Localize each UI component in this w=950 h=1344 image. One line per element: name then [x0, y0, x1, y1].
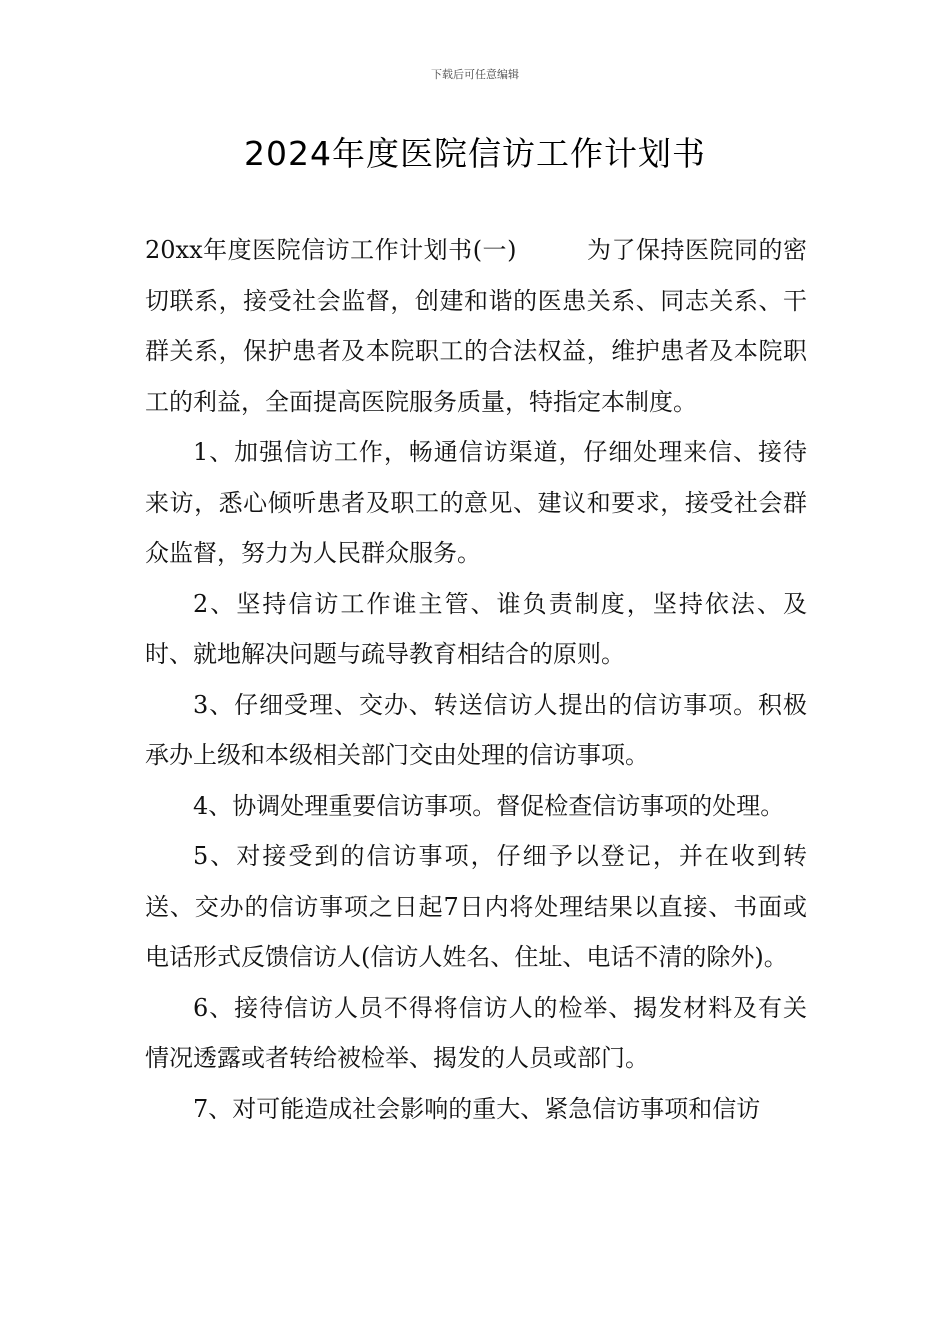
paragraph-3: 3、仔细受理、交办、转送信访人提出的信访事项。积极承办上级和本级相关部门交由处理的信访事项。	[145, 690, 807, 769]
paragraph-5: 5、对接受到的信访事项，仔细予以登记，并在收到转送、交办的信访事项之日起7日内将处理结果以直接、书面或电话形式反馈信访人(信访人姓名、住址、电话不清的除外)。	[145, 842, 807, 971]
paragraph-6: 6、接待信访人员不得将信访人的检举、揭发材料及有关情况透露或者转给被检举、揭发的人员或部门。	[145, 993, 807, 1072]
document-body	[145, 225, 807, 1134]
paragraph-2: 2、坚持信访工作谁主管、谁负责制度，坚持依法、及时、就地解决问题与疏导教育相结合的原则。	[145, 589, 807, 668]
paragraph-4: 4、协调处理重要信访事项。督促检查信访事项的处理。	[193, 791, 785, 820]
intro-text: 为了保持医院同的密切联系，接受社会监督，创建和谐的医患关系、同志关系、干群关系，保护患者及本院职工的合法权益，维护患者及本院职工的利益，全面提高医院服务质量，特指定本制度。	[145, 236, 807, 416]
document-title: 2024年度医院信访工作计划书	[244, 134, 706, 173]
intro-paragraph	[145, 225, 807, 427]
intro-heading: 20xx年度医院信访工作计划书(一)	[145, 236, 517, 264]
header-note: 下载后可任意编辑	[431, 68, 519, 81]
paragraph-7: 7、对可能造成社会影响的重大、紧急信访事项和信访	[193, 1094, 761, 1123]
paragraph-1: 1、加强信访工作，畅通信访渠道，仔细处理来信、接待来访，悉心倾听患者及职工的意见、建议和要求，接受社会群众监督，努力为人民群众服务。	[145, 438, 807, 567]
